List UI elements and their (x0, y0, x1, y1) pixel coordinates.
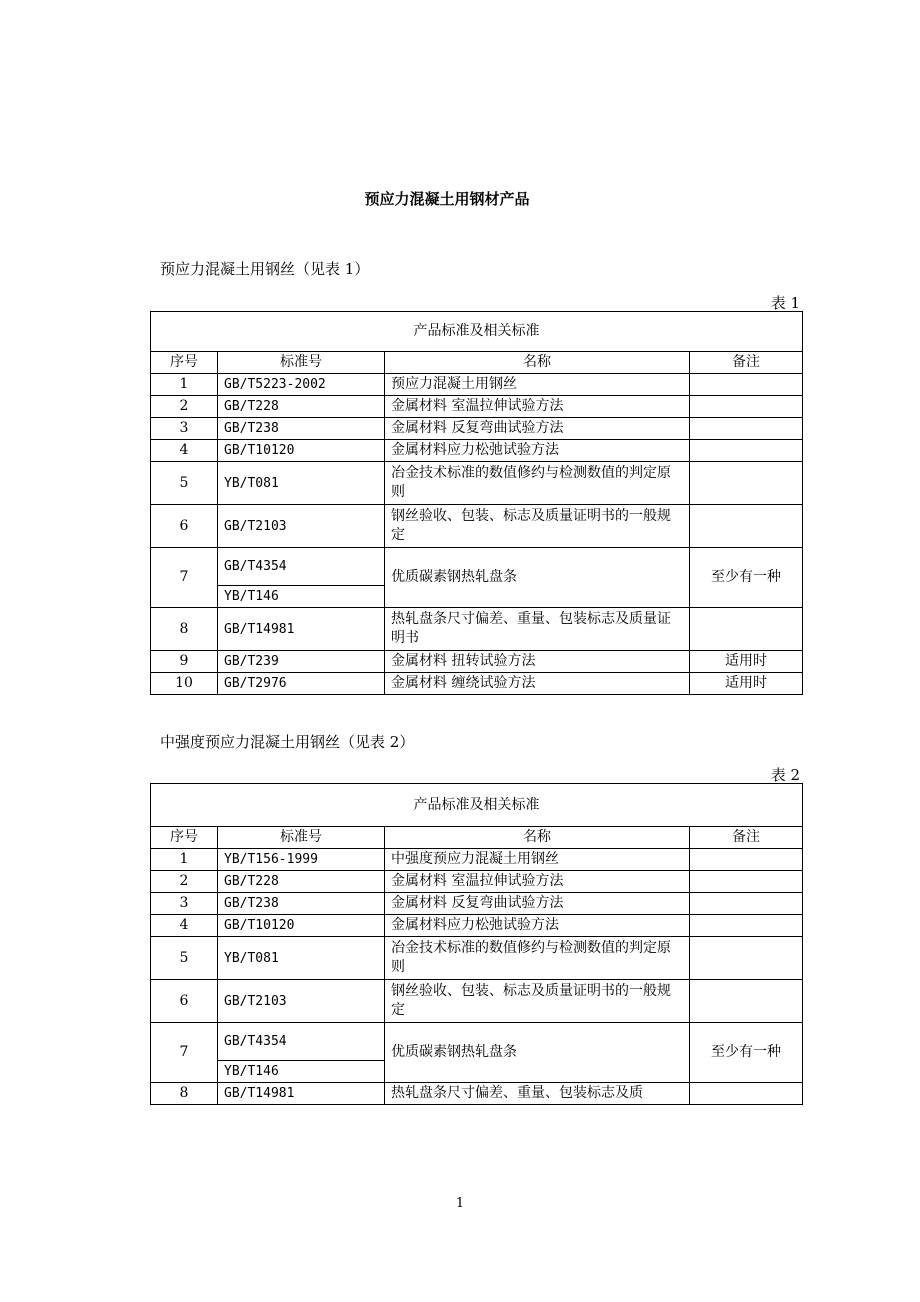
row-number: 9 (151, 651, 218, 673)
standard-code: GB/T10120 (218, 915, 385, 937)
standard-name: 热轧盘条尺寸偏差、重量、包装标志及质 (385, 1083, 690, 1105)
remark (690, 915, 803, 937)
table-2-label: 表 2 (770, 766, 800, 784)
remark (690, 462, 803, 505)
standard-name: 金属材料应力松弛试验方法 (385, 440, 690, 462)
row-number: 6 (151, 980, 218, 1023)
table-row (151, 871, 803, 893)
standard-name: 金属材料 室温拉伸试验方法 (385, 396, 690, 418)
header-name: 名称 (385, 827, 690, 849)
table-row (151, 673, 803, 695)
row-number: 8 (151, 608, 218, 651)
standard-code: GB/T239 (218, 651, 385, 673)
row-number: 3 (151, 418, 218, 440)
table-row (151, 1023, 803, 1061)
standard-name: 中强度预应力混凝土用钢丝 (385, 849, 690, 871)
remark (690, 374, 803, 396)
section-2-heading: 中强度预应力混凝土用钢丝（见表 2） (160, 733, 415, 751)
remark: 适用时 (690, 673, 803, 695)
standard-name: 钢丝验收、包装、标志及质量证明书的一般规定 (385, 980, 690, 1023)
standard-name: 优质碳素钢热轧盘条 (385, 548, 690, 608)
standard-name: 金属材料 反复弯曲试验方法 (385, 418, 690, 440)
standard-code: GB/T2103 (218, 980, 385, 1023)
header-remark: 备注 (690, 352, 803, 374)
standard-name: 金属材料 扭转试验方法 (385, 651, 690, 673)
standard-code: GB/T2103 (218, 505, 385, 548)
remark (690, 505, 803, 548)
remark (690, 849, 803, 871)
row-number: 5 (151, 462, 218, 505)
standard-code: YB/T146 (218, 1061, 385, 1083)
standard-code: GB/T238 (218, 418, 385, 440)
remark (690, 440, 803, 462)
remark (690, 893, 803, 915)
standard-name: 钢丝验收、包装、标志及质量证明书的一般规定 (385, 505, 690, 548)
standard-name: 冶金技术标准的数值修约与检测数值的判定原则 (385, 462, 690, 505)
row-number: 1 (151, 374, 218, 396)
row-number: 4 (151, 915, 218, 937)
standard-code: GB/T14981 (218, 608, 385, 651)
remark (690, 871, 803, 893)
header-no: 序号 (151, 352, 218, 374)
standard-code: GB/T4354 (218, 1023, 385, 1061)
remark: 适用时 (690, 651, 803, 673)
header-no: 序号 (151, 827, 218, 849)
remark (690, 1083, 803, 1105)
table-title: 产品标准及相关标准 (151, 312, 803, 352)
row-number: 2 (151, 396, 218, 418)
header-remark: 备注 (690, 827, 803, 849)
standard-name: 金属材料 反复弯曲试验方法 (385, 893, 690, 915)
table-row (151, 396, 803, 418)
row-number: 5 (151, 937, 218, 980)
table-row (151, 937, 803, 980)
table-row (151, 440, 803, 462)
standard-code: GB/T4354 (218, 548, 385, 586)
document-title: 预应力混凝土用钢材产品 (364, 190, 530, 208)
table-row (151, 462, 803, 505)
standard-code: GB/T228 (218, 871, 385, 893)
table-row (151, 608, 803, 651)
table-1-label: 表 1 (770, 294, 800, 312)
remark (690, 608, 803, 651)
table-row (151, 893, 803, 915)
standard-code: GB/T2976 (218, 673, 385, 695)
row-number: 1 (151, 849, 218, 871)
remark (690, 396, 803, 418)
table-row (151, 548, 803, 586)
header-name: 名称 (385, 352, 690, 374)
table-title: 产品标准及相关标准 (151, 784, 803, 827)
standard-code: GB/T5223-2002 (218, 374, 385, 396)
row-number: 8 (151, 1083, 218, 1105)
row-number: 2 (151, 871, 218, 893)
table-row (151, 374, 803, 396)
section-1-heading: 预应力混凝土用钢丝（见表 1） (160, 260, 370, 278)
standard-name: 金属材料 缠绕试验方法 (385, 673, 690, 695)
table-row (151, 980, 803, 1023)
standard-code: GB/T238 (218, 893, 385, 915)
table-row (151, 505, 803, 548)
row-number: 3 (151, 893, 218, 915)
standard-code: YB/T081 (218, 937, 385, 980)
standard-code: GB/T14981 (218, 1083, 385, 1105)
row-number: 7 (151, 1023, 218, 1083)
row-number: 10 (151, 673, 218, 695)
row-number: 6 (151, 505, 218, 548)
standard-name: 优质碳素钢热轧盘条 (385, 1023, 690, 1083)
standard-code: YB/T081 (218, 462, 385, 505)
remark: 至少有一种 (690, 1023, 803, 1083)
page-number: 1 (455, 1196, 465, 1211)
table-row (151, 1083, 803, 1105)
remark (690, 937, 803, 980)
row-number: 4 (151, 440, 218, 462)
remark: 至少有一种 (690, 548, 803, 608)
remark (690, 418, 803, 440)
standard-name: 预应力混凝土用钢丝 (385, 374, 690, 396)
standards-table-2 (150, 783, 803, 1105)
standard-name: 金属材料应力松弛试验方法 (385, 915, 690, 937)
table-row (151, 915, 803, 937)
header-code: 标准号 (218, 827, 385, 849)
table-row (151, 651, 803, 673)
standard-code: YB/T146 (218, 586, 385, 608)
table-row (151, 418, 803, 440)
standard-code: GB/T10120 (218, 440, 385, 462)
standard-name: 冶金技术标准的数值修约与检测数值的判定原则 (385, 937, 690, 980)
standard-code: YB/T156-1999 (218, 849, 385, 871)
header-code: 标准号 (218, 352, 385, 374)
standards-table-1 (150, 311, 803, 695)
standard-name: 金属材料 室温拉伸试验方法 (385, 871, 690, 893)
remark (690, 980, 803, 1023)
standard-name: 热轧盘条尺寸偏差、重量、包装标志及质量证明书 (385, 608, 690, 651)
table-row (151, 849, 803, 871)
standard-code: GB/T228 (218, 396, 385, 418)
row-number: 7 (151, 548, 218, 608)
